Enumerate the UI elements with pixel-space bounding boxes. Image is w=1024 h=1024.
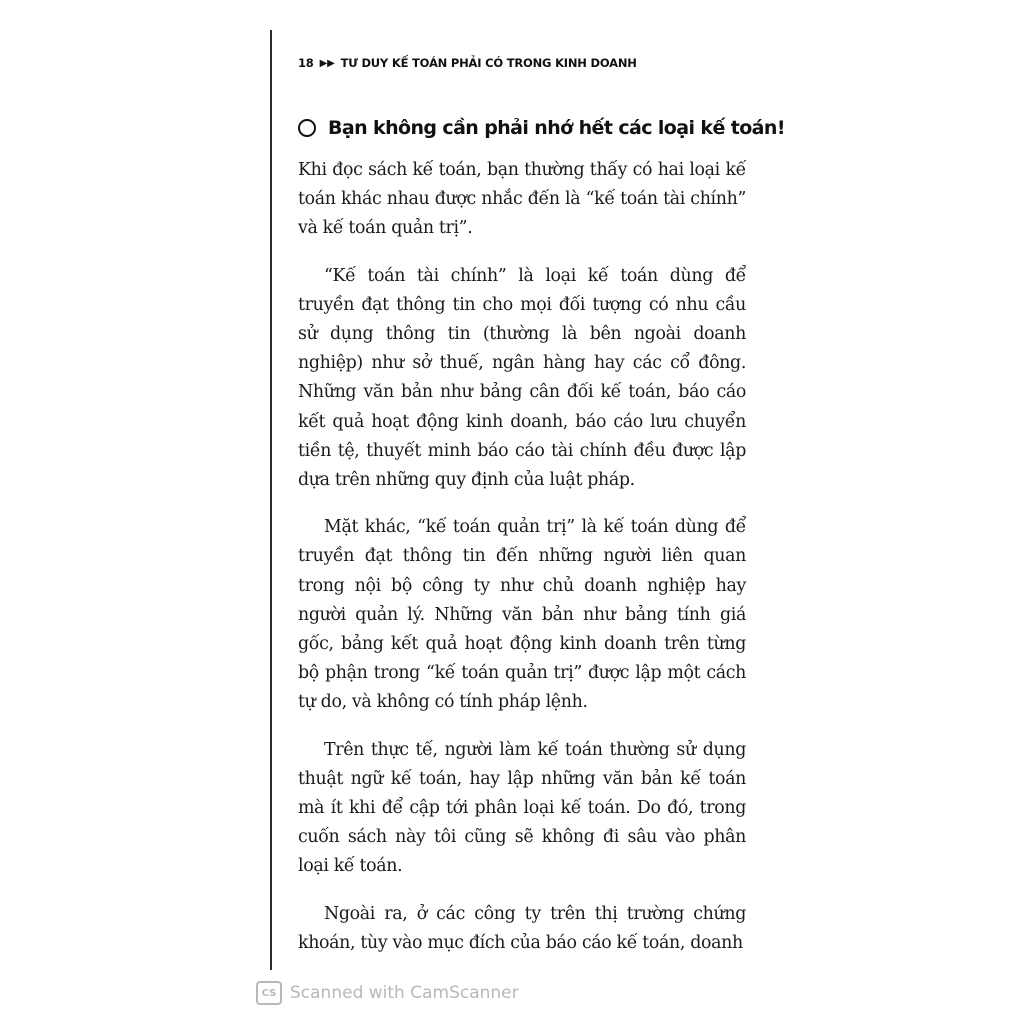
page-number: 18 <box>298 56 314 70</box>
section-heading-text: Bạn không cần phải nhớ hết các loại kế toán! <box>328 117 785 139</box>
paragraph-3: Mặt khác, “kế toán quản trị” là kế toán dùng để truyền đạt thông tin đến những người liên quan trong nội bộ công ty như chủ doanh nghiệp hay người quản lý. Những văn bản như bảng tính giá gốc, bảng kết quả hoạt động kinh doanh trên từng bộ phận trong “kế toán quản trị” được lập một cách tự do, và không có tính pháp lệnh. <box>298 517 746 713</box>
section-heading <box>298 117 785 139</box>
paragraph-1: Khi đọc sách kế toán, bạn thường thấy có hai loại kế toán khác nhau được nhắc đến là “kế toán tài chính” và kế toán quản trị”. <box>298 160 746 239</box>
running-title: TƯ DUY KẾ TOÁN PHẢI CÓ TRONG KINH DOANH <box>340 56 637 70</box>
paragraph-4: Trên thực tế, người làm kế toán thường sử dụng thuật ngữ kế toán, hay lập những văn bản kế toán mà ít khi để cập tới phân loại kế toán. Do đó, trong cuốn sách này tôi cũng sẽ không đi sâu vào phân loại kế toán. <box>298 739 746 877</box>
body-text <box>298 156 746 976</box>
running-header <box>298 56 637 70</box>
camscanner-logo-icon: CS <box>256 981 282 1005</box>
double-right-arrow-icon: ▶▶ <box>319 57 335 69</box>
page-edge-line <box>270 30 272 970</box>
camscanner-watermark <box>256 981 519 1005</box>
hollow-circle-bullet-icon <box>298 119 316 137</box>
watermark-text: Scanned with CamScanner <box>290 983 519 1003</box>
paragraph-2: “Kế toán tài chính” là loại kế toán dùng để truyền đạt thông tin cho mọi đối tượng có nhu cầu sử dụng thông tin (thường là bên ngoài doanh nghiệp) như sở thuế, ngân hàng hay các cổ đông. Những văn bản như bảng cân đối kế toán, báo cáo kết quả hoạt động kinh doanh, báo cáo lưu chuyển tiền tệ, thuyết minh báo cáo tài chính đều được lập dựa trên những quy định của luật pháp. <box>298 265 746 491</box>
paragraph-5: Ngoài ra, ở các công ty trên thị trường chứng khoán, tùy vào mục đích của báo cáo kế toán, doanh <box>298 903 746 953</box>
